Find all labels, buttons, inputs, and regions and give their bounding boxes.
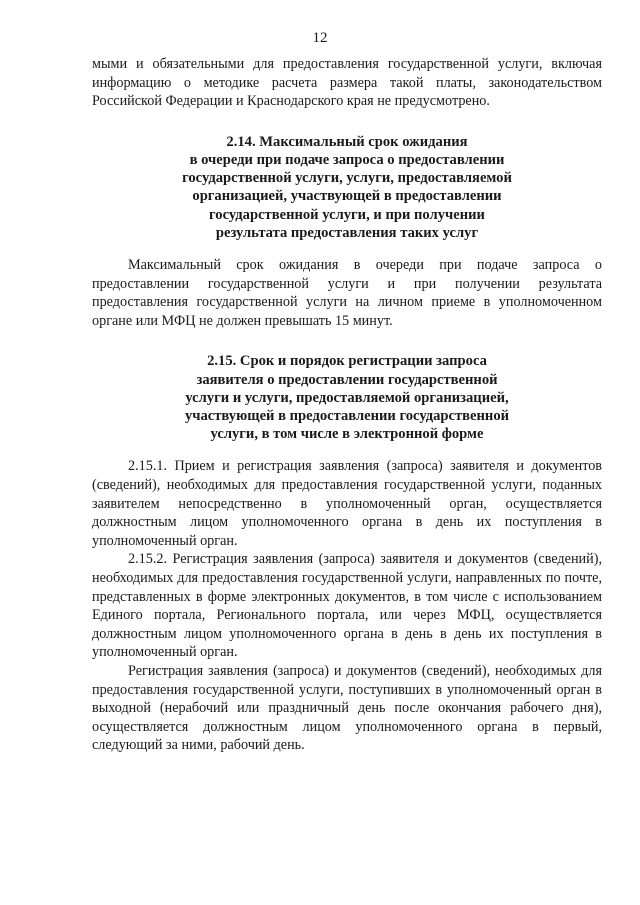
heading-line: государственной услуги, услуги, предоставляемой: [182, 170, 512, 187]
heading-line: организацией, участвующей в предоставлении: [192, 188, 502, 205]
heading-line: 2.14. Максимальный срок ожидания: [226, 133, 468, 150]
section-2-14-paragraph: Максимальный срок ожидания в очереди при подаче запроса о предоставлении государственной услуги и при получении результата предоставления государственной услуги на личном приеме в уполномоченном органе или МФЦ не должен превышать 15 минут.: [92, 257, 602, 329]
heading-line: услуги, в том числе в электронной форме: [210, 426, 484, 443]
paragraph-2-15-2: 2.15.2. Регистрация заявления (запроса) заявителя и документов (сведений), необходимых для предоставления государственной услуги, направленных по почте, представленных в форме электронных документов, в том числе с использованием Единого портала, Регионального портала, или через МФЦ, осуществляется должностным лицом уполномоченного органа в день в день их поступления в уполномоченный орган.: [92, 551, 602, 661]
document-body: [92, 55, 602, 755]
heading-line: государственной услуги, и при получении: [209, 206, 485, 223]
intro-paragraph: мыми и обязательными для предоставления государственной услуги, включая информацию о методике расчета размера такой платы, законодательством Российской Федерации и Краснодарского края не предусмотрено.: [92, 56, 602, 110]
paragraph-2-15-1: 2.15.1. Прием и регистрация заявления (запроса) заявителя и документов (сведений), необходимых для предоставления государственной услуги, поданных заявителем непосредственно в уполномоченный орган, осуществляется должностным лицом уполномоченного органа в день их поступления в уполномоченный орган.: [92, 458, 602, 549]
heading-line: услуги и услуги, предоставляемой организацией,: [185, 389, 509, 406]
heading-line: участвующей в предоставлении государственной: [184, 407, 510, 424]
heading-line: 2.15. Срок и порядок регистрации запроса: [207, 353, 487, 370]
page-number: 12: [312, 30, 328, 46]
section-2-15-heading: [177, 352, 517, 443]
paragraph-registration-weekend: Регистрация заявления (запроса) и документов (сведений), необходимых для предоставления государственной услуги, поступивших в уполномоченный орган в выходной (нерабочий или праздничный день после окончания рабочего дня), осуществляется должностным лицом уполномоченного органа в первый, следующий за ними, рабочий день.: [92, 662, 602, 754]
section-2-14-heading: [177, 133, 517, 242]
heading-line: заявителя о предоставлении государственной: [196, 371, 498, 388]
heading-line: результата предоставления таких услуг: [215, 224, 479, 241]
heading-line: в очереди при подаче запроса о предоставлении: [189, 151, 505, 168]
